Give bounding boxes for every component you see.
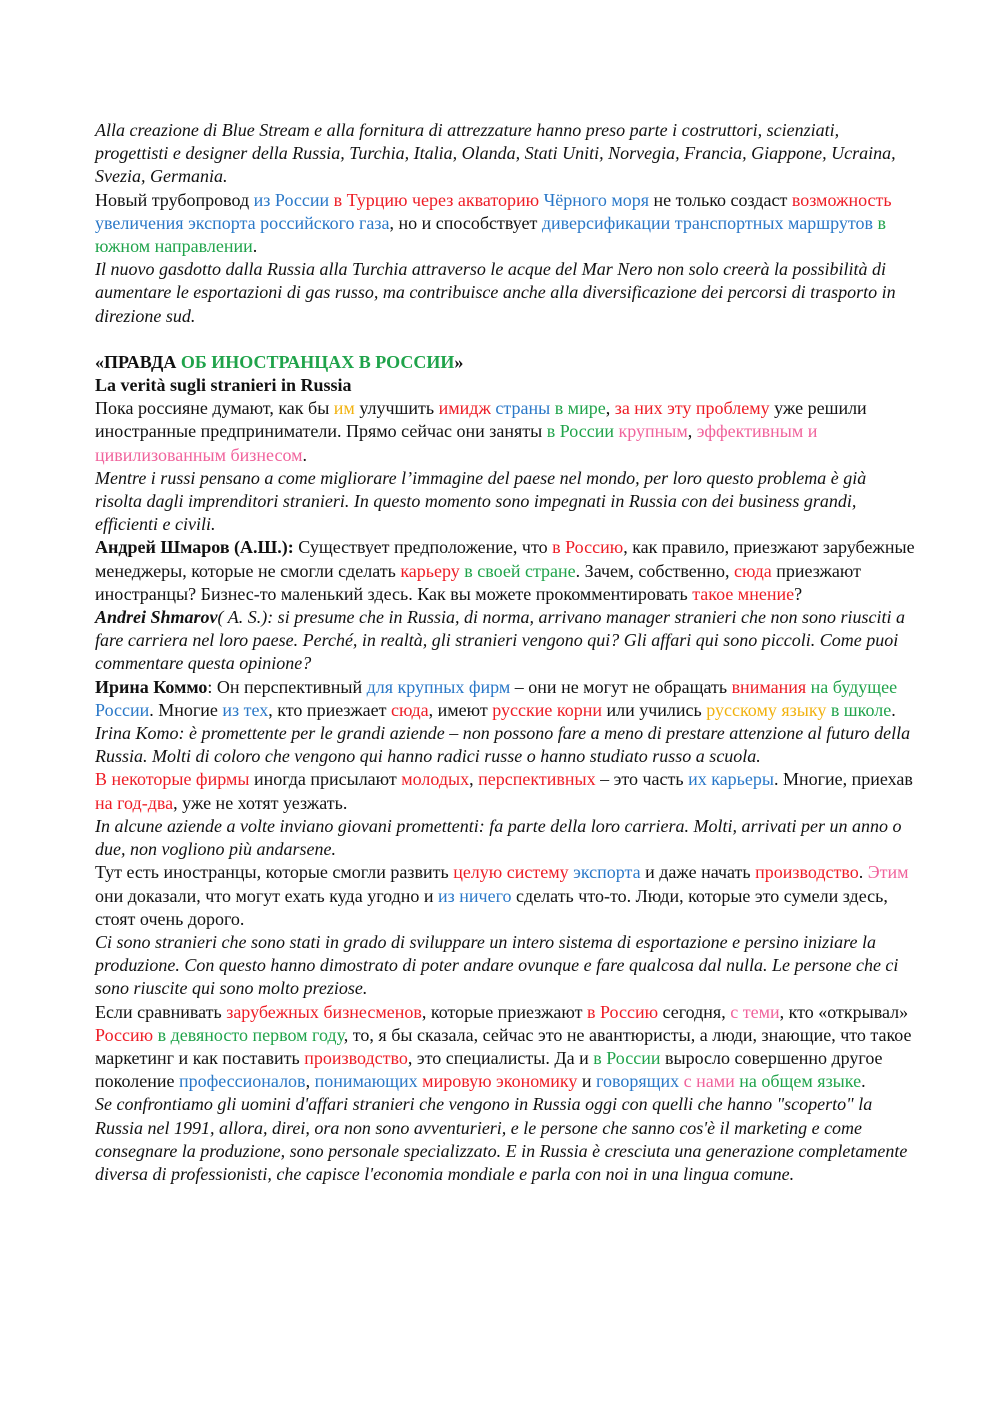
highlighted-phrase: русские корни [492, 699, 602, 720]
highlighted-phrase: В некоторые фирмы [95, 769, 250, 790]
highlighted-phrase: диверсификации транспортных маршрутов [541, 212, 873, 233]
text-segment: . Многие [149, 699, 223, 720]
text-segment: – это часть [595, 769, 689, 790]
text-segment: и даже начать [640, 862, 756, 883]
text-segment: – они не могут не обращать [510, 676, 732, 697]
italian-translation-paragraph [95, 606, 915, 676]
text-segment: . Многие, приехав [773, 769, 913, 790]
highlighted-phrase: целую систему [453, 862, 569, 883]
text-segment: , уже не хотят уезжать. [173, 792, 348, 813]
italian-translation-paragraph [95, 815, 915, 861]
text-segment: «ПРАВДА [95, 351, 181, 372]
text-segment: , [469, 769, 479, 790]
text-segment: Если сравнивать [95, 1001, 227, 1022]
text-segment: » [454, 351, 464, 372]
highlighted-phrase: за них эту проблему [614, 398, 770, 419]
text-segment: сделать что-то. Люди, которые это сумели здесь, стоят очень дорого. [95, 885, 888, 929]
highlighted-phrase: имидж [438, 398, 491, 419]
text-segment: . [861, 1071, 866, 1092]
russian-paragraph [95, 189, 915, 259]
highlighted-phrase: в Турцию через акваторию [333, 189, 540, 210]
text-segment: Пока россияне думают, как бы [95, 398, 334, 419]
text-segment: . [302, 444, 308, 465]
highlighted-phrase: профессионалов [178, 1071, 306, 1092]
text-segment: . Зачем, собственно, [575, 560, 735, 581]
highlighted-phrase: Этим [867, 862, 909, 883]
document-page [95, 119, 915, 1186]
text-segment: , как правило, приезжают зарубежные менеджеры, которые не смогли сделать [95, 537, 915, 581]
text-segment: . [858, 862, 868, 883]
highlighted-phrase: мировую экономику [422, 1071, 578, 1092]
highlighted-phrase: экспорта [573, 862, 641, 883]
highlighted-phrase: понимающих [314, 1071, 418, 1092]
highlighted-phrase: для крупных фирм [366, 676, 511, 697]
highlighted-phrase: эффективным и цивилизованным бизнесом [95, 421, 818, 465]
highlighted-phrase: с теми [730, 1001, 780, 1022]
highlighted-phrase: крупным [618, 421, 688, 442]
highlighted-phrase: в девяносто первом году [157, 1024, 344, 1045]
text-segment: , [305, 1071, 315, 1092]
highlighted-phrase: сюда [734, 560, 772, 581]
highlighted-phrase: сюда [390, 699, 429, 720]
text-segment: ( A. S.): si presume che in Russia, di norma, arrivano manager stranieri che non sono riusciti a fare carriera nel loro paese. Perché, in realtà, gli stranieri vengono qui? Gli affari qui sono piccoli. Come puoi commentare questa opinione? [95, 607, 905, 674]
highlighted-phrase: с нами [683, 1071, 735, 1092]
russian-paragraph [95, 1001, 915, 1094]
text-segment: иногда присылают [249, 769, 402, 790]
text-segment: Андрей Шмаров (А.Ш.): [95, 537, 294, 558]
highlighted-phrase: из ничего [438, 885, 512, 906]
text-segment: Ci sono stranieri che sono stati in grado di sviluppare un intero sistema di esportazione e persino iniziare la produzione. Con questo hanno dimostrato di poter andare ovunque e fare qualcosa dal nulla. Le persone che ci sono riuscite qui sono molto preziose. [95, 931, 899, 999]
text-segment: , имеют [428, 699, 493, 720]
text-segment: , то, я бы сказала, сейчас это не авантюристы, а люди, знающие, что такое маркетинг и как поставить [95, 1024, 912, 1068]
highlighted-phrase: перспективных [478, 769, 596, 790]
highlighted-phrase: в России [546, 421, 614, 442]
text-segment: уже решили иностранные предприниматели. Прямо сейчас они заняты [95, 398, 867, 442]
text-segment: , это специалисты. Да и [407, 1047, 594, 1068]
highlighted-phrase: Россию [95, 1024, 154, 1045]
text-segment: : Он перспективный [207, 676, 367, 697]
highlighted-phrase: в своей стране [464, 560, 576, 581]
italian-translation-paragraph [95, 1093, 915, 1186]
highlighted-phrase: русскому языку [706, 699, 827, 720]
highlighted-phrase: зарубежных бизнесменов [226, 1001, 422, 1022]
text-segment: или учились [601, 699, 707, 720]
russian-paragraph [95, 676, 915, 722]
highlighted-phrase: в южном направлении [95, 212, 886, 257]
highlighted-phrase: молодых [401, 769, 470, 790]
highlighted-phrase: такое мнение [692, 583, 795, 604]
highlighted-phrase: в мире [554, 398, 606, 419]
heading [95, 374, 915, 397]
text-segment: приезжают иностранцы? Бизнес-то маленький здесь. Как вы можете прокомментировать [95, 560, 861, 604]
text-segment: не только создаст [649, 189, 792, 210]
highlighted-phrase: на будущее [810, 676, 898, 697]
highlighted-phrase: производство [304, 1047, 408, 1068]
text-segment: , [687, 421, 697, 442]
highlighted-phrase: производство [755, 862, 859, 883]
text-segment: они доказали, что могут ехать куда угодно и [95, 885, 439, 906]
highlighted-phrase: говорящих [596, 1071, 680, 1092]
highlighted-phrase: ОБ ИНОСТРАНЦАХ В РОССИИ [180, 351, 455, 372]
highlighted-phrase: в Россию [552, 537, 624, 558]
russian-paragraph [95, 397, 915, 467]
text-segment: Se confrontiamo gli uomini d'affari stranieri che vengono in Russia oggi con quelli che hanno "scoperto" la Russia nel 1991, allora, direi, ora non sono avventurieri, e le persone che sanno cos'è il marketing e come consegnare la produzione, sono personale specializzato. E in Russia è cresciuta una generazione completamente diversa di professionisti, che capisce l'economia mondiale e parla con noi in una lingua comune. [95, 1094, 908, 1184]
text-segment: Ирина Коммо [95, 676, 208, 697]
text-segment: Andrei Shmarov [95, 607, 218, 628]
text-segment: Новый трубопровод [95, 189, 254, 210]
text-segment: La verità sugli stranieri in Russia [95, 375, 352, 396]
highlighted-phrase: их карьеры [688, 769, 774, 790]
highlighted-phrase: на год-два [95, 792, 174, 813]
highlighted-phrase: из России [253, 189, 330, 210]
highlighted-phrase: России [95, 699, 150, 720]
text-segment: . [891, 699, 896, 720]
text-segment: Существует предположение, что [293, 537, 553, 558]
highlighted-phrase: в школе [830, 699, 892, 720]
highlighted-phrase: в России [593, 1047, 661, 1068]
highlighted-phrase: увеличения экспорта российского газа [95, 212, 390, 233]
highlighted-phrase: внимания [731, 676, 807, 697]
russian-paragraph [95, 768, 915, 814]
italian-translation-paragraph [95, 467, 915, 537]
russian-paragraph [95, 536, 915, 606]
highlighted-phrase: в Россию [586, 1001, 659, 1022]
text-segment: , кто «открывал» [779, 1001, 909, 1022]
text-segment: , кто приезжает [268, 699, 391, 720]
highlighted-phrase: Чёрного моря [543, 189, 649, 210]
highlighted-phrase: на общем языке [739, 1071, 862, 1092]
highlighted-phrase: страны [495, 398, 551, 419]
text-segment: , [605, 398, 615, 419]
text-segment: выросло совершенно другое поколение [95, 1047, 883, 1092]
highlighted-phrase: из тех [222, 699, 269, 720]
heading [95, 351, 915, 374]
highlighted-phrase: им [333, 398, 355, 419]
text-segment: Mentre i russi pensano a come migliorare l’immagine del paese nel mondo, per loro questo problema è già risolta dagli imprenditori stranieri. In questo momento sono impegnati in Russia con dei business grandi, efficienti e civili. [95, 467, 867, 535]
italian-translation-paragraph [95, 931, 915, 1001]
text-segment: Irina Komo: è promettente per le grandi aziende – non possono fare a meno di prestare attenzione al futuro della Russia. Molti di coloro che vengono qui hanno radici russe o hanno studiato russo a scuola. [95, 723, 911, 767]
text-segment: сегодня, [658, 1001, 731, 1022]
text-segment: Тут есть иностранцы, которые смогли развить [95, 862, 454, 883]
text-segment: ? [794, 583, 803, 604]
italian-translation-paragraph [95, 258, 915, 328]
text-segment: , которые приезжают [421, 1001, 587, 1022]
text-segment: улучшить [354, 398, 439, 419]
paragraph-spacer [95, 328, 915, 351]
italian-translation-paragraph [95, 722, 915, 768]
text-segment: In alcune aziende a volte inviano giovani promettenti: fa parte della loro carriera. Molti, arrivati per un anno o due, non vogliono più andarsene. [95, 815, 902, 860]
highlighted-phrase: возможность [791, 189, 892, 210]
italian-translation-paragraph [95, 119, 915, 189]
text-segment: Alla creazione di Blue Stream e alla fornitura di attrezzature hanno preso parte i costruttori, scienziati, progettisti e designer della Russia, Turchia, Italia, Olanda, Stati Uniti, Norvegia, Francia, Giappone, Ucraina, Svezia, Germania. [95, 120, 896, 187]
text-segment: . [252, 236, 258, 257]
text-segment: , но и способствует [389, 212, 542, 233]
text-segment: и [577, 1071, 597, 1092]
text-segment: Il nuovo gasdotto dalla Russia alla Turchia attraverso le acque del Mar Nero non solo creerà la possibilità di aumentare le esportazioni di gas russo, ma contribuisce anche alla diversificazione dei percorsi di trasporto in direzione sud. [95, 259, 896, 326]
highlighted-phrase: карьеру [400, 560, 460, 581]
russian-paragraph [95, 861, 915, 931]
